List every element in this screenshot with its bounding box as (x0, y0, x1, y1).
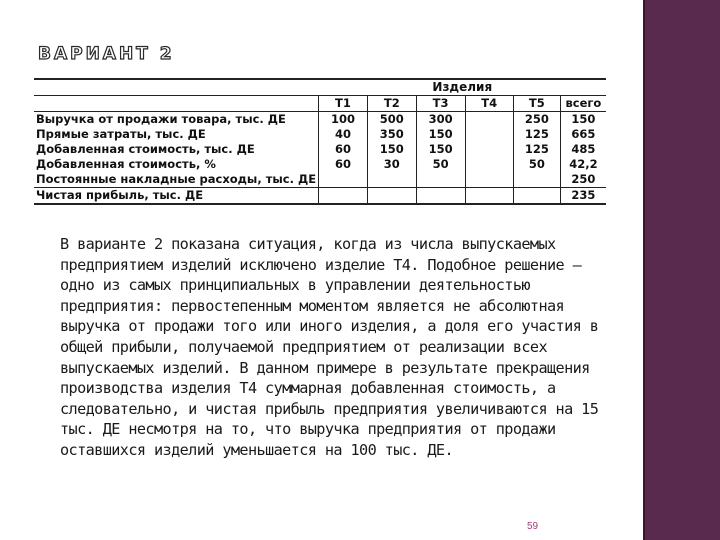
table-row (34, 142, 606, 157)
column-header: Т1 (319, 96, 368, 112)
table-cell (465, 188, 513, 205)
table-cell (416, 188, 465, 205)
column-header: Т4 (465, 96, 513, 112)
column-header: Т2 (367, 96, 416, 112)
table-cell: 125 (513, 127, 560, 142)
table-cell: 485 (560, 142, 606, 157)
table-cell: 50 (416, 157, 465, 172)
table-cell: 300 (416, 112, 465, 128)
row-label: Чистая прибыль, тыс. ДЕ (34, 188, 319, 205)
table-cell: 250 (560, 172, 606, 188)
table-cell: 150 (560, 112, 606, 128)
table-cell (513, 188, 560, 205)
decorative-right-band (643, 0, 720, 540)
table-cell (319, 188, 368, 205)
table-row (34, 127, 606, 142)
table-cell (319, 172, 368, 188)
column-header: всего (560, 96, 606, 112)
table-cell (465, 127, 513, 142)
table-cell: 50 (513, 157, 560, 172)
table-cell: 500 (367, 112, 416, 128)
table-cell: 665 (560, 127, 606, 142)
table-cell: 40 (319, 127, 368, 142)
table-cell: 30 (367, 157, 416, 172)
table-row (34, 188, 606, 205)
table-cell (513, 172, 560, 188)
row-label: Добавленная стоимость, % (36, 157, 216, 171)
table-cell: 100 (319, 112, 368, 128)
table-cell: 235 (560, 188, 606, 205)
table-cell: 150 (416, 142, 465, 157)
table-cell: 250 (513, 112, 560, 128)
table-column-header-row (34, 96, 606, 112)
body-paragraph: В варианте 2 показана ситуация, когда из числа выпускаемых предприятием изделий исключено изделие Т4. Подобное решение — одно из самых принципиальных в управлении деятельностью предприятия: первостепенным моментом является не абсолютная выручка от продажи того или иного изделия, а доля его участия в общей прибыли, получаемой предприятием от реализации всех выпускаемых изделий. В данном примере в результате прекращения производства изделия Т4 суммарная добавленная стоимость, а следовательно, и чистая прибыль предприятия увеличиваются на 15 тыс. ДЕ несмотря на то, что выручка предприятия от продажи оставшихся изделий уменьшается на 100 тыс. ДЕ. (60, 235, 599, 459)
data-table (34, 78, 606, 205)
table-group-header-row (34, 79, 606, 96)
table-cell: 60 (319, 142, 368, 157)
table-row (34, 112, 606, 128)
table-cell: 42,2 (560, 157, 606, 172)
table-row (34, 157, 606, 172)
table-row (34, 172, 606, 188)
row-label: Прямые затраты, тыс. ДЕ (36, 127, 206, 141)
column-header: Т3 (416, 96, 465, 112)
table-group-header: Изделия (319, 79, 606, 96)
table-cell (465, 142, 513, 157)
row-label: Добавленная стоимость, тыс. ДЕ (36, 142, 255, 156)
table-cell (416, 172, 465, 188)
table-cell (367, 172, 416, 188)
slide-title: ВАРИАНТ 2 (38, 44, 175, 64)
table-cell: 150 (367, 142, 416, 157)
column-header: Т5 (513, 96, 560, 112)
table-cell: 350 (367, 127, 416, 142)
page-number: 59 (527, 521, 539, 532)
table-cell: 60 (319, 157, 368, 172)
table-cell (465, 172, 513, 188)
table-cell: 125 (513, 142, 560, 157)
row-label: Постоянные накладные расходы, тыс. ДЕ (34, 172, 319, 188)
table-cell (465, 112, 513, 128)
table-cell (367, 188, 416, 205)
table-cell (465, 157, 513, 172)
table-cell: 150 (416, 127, 465, 142)
row-label: Выручка от продажи товара, тыс. ДЕ (36, 112, 286, 126)
